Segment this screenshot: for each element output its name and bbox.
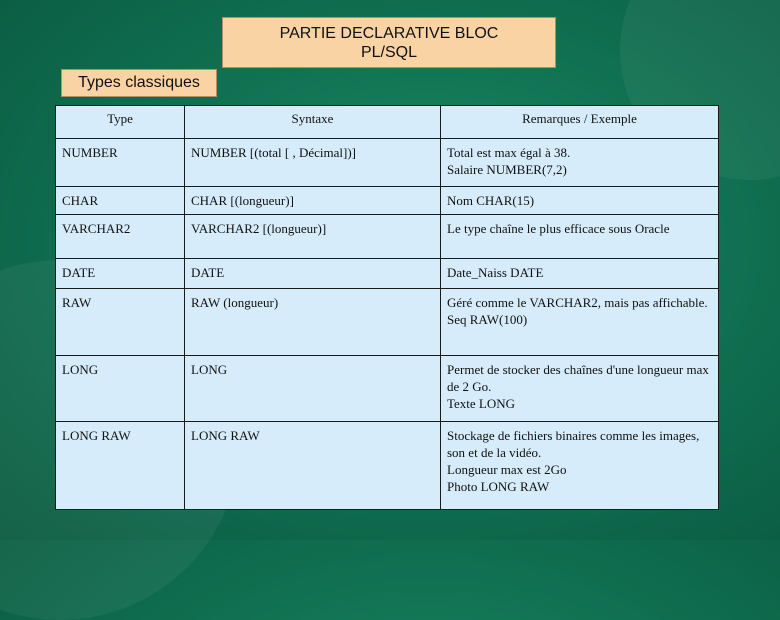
remarks-cell <box>441 139 719 187</box>
table-header-row <box>56 106 719 139</box>
type-cell: NUMBER <box>56 139 185 187</box>
remark-line: Permet de stocker des chaînes d'une longueur max de 2 Go. <box>447 362 709 394</box>
syntax-cell: CHAR [(longueur)] <box>185 187 441 215</box>
title-line: PARTIE DECLARATIVE BLOC <box>279 25 499 42</box>
page-title <box>222 17 556 68</box>
table-row <box>56 215 719 259</box>
table-row <box>56 187 719 215</box>
column-header-type: Type <box>56 106 185 139</box>
type-cell: VARCHAR2 <box>56 215 185 259</box>
syntax-cell: VARCHAR2 [(longueur)] <box>185 215 441 259</box>
remarks-cell <box>441 289 719 356</box>
syntax-cell: LONG <box>185 356 441 422</box>
remark-line: Nom CHAR(15) <box>447 193 535 208</box>
types-table <box>55 105 719 510</box>
table-row <box>56 259 719 289</box>
syntax-cell: LONG RAW <box>185 422 441 510</box>
type-cell: CHAR <box>56 187 185 215</box>
remark-line: Total est max égal à 38. <box>447 145 571 160</box>
remarks-cell <box>441 215 719 259</box>
remark-line: Texte LONG <box>447 396 516 411</box>
remarks-cell <box>441 259 719 289</box>
remarks-cell <box>441 422 719 510</box>
table-row <box>56 289 719 356</box>
title-line: PL/SQL <box>360 44 418 61</box>
remark-line: Photo LONG RAW <box>447 479 550 494</box>
table-row <box>56 422 719 510</box>
type-cell: DATE <box>56 259 185 289</box>
remarks-cell <box>441 187 719 215</box>
column-header-remarks: Remarques / Exemple <box>441 106 719 139</box>
remark-line: Salaire NUMBER(7,2) <box>447 162 567 177</box>
remark-line: Longueur max est 2Go <box>447 462 567 477</box>
remark-line: Seq RAW(100) <box>447 312 528 327</box>
column-header-syntax: Syntaxe <box>185 106 441 139</box>
type-cell: RAW <box>56 289 185 356</box>
table-row <box>56 356 719 422</box>
type-cell: LONG <box>56 356 185 422</box>
remark-line: Stockage de fichiers binaires comme les images, son et de la vidéo. <box>447 428 700 460</box>
syntax-cell: RAW (longueur) <box>185 289 441 356</box>
remark-line: Le type chaîne le plus efficace sous Oracle <box>447 221 670 236</box>
remarks-cell <box>441 356 719 422</box>
syntax-cell: DATE <box>185 259 441 289</box>
syntax-cell: NUMBER [(total [ , Décimal])] <box>185 139 441 187</box>
table-row <box>56 139 719 187</box>
section-subtitle: Types classiques <box>61 69 217 97</box>
remark-line: Date_Naiss DATE <box>447 265 544 280</box>
type-cell: LONG RAW <box>56 422 185 510</box>
remark-line: Géré comme le VARCHAR2, mais pas affichable. <box>447 295 708 310</box>
